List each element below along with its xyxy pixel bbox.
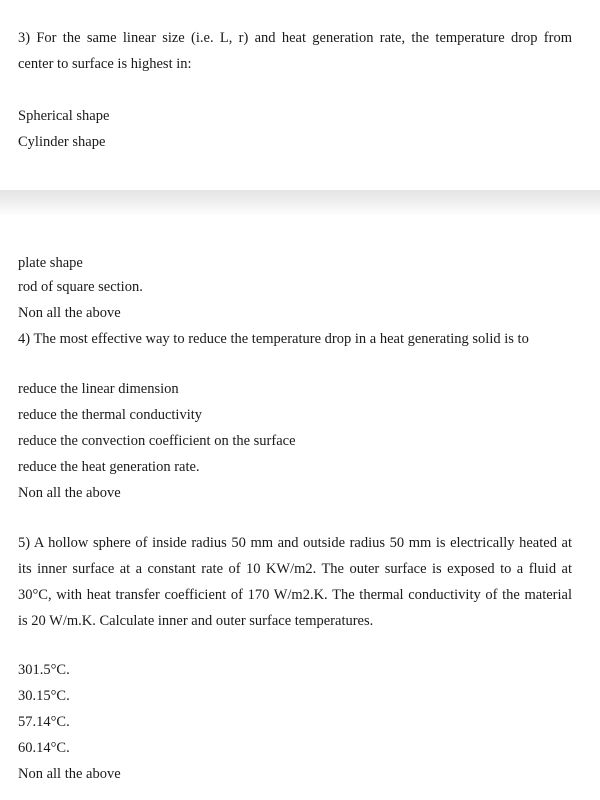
- page-top-section: [0, 0, 600, 190]
- q4-option-d[interactable]: reduce the heat generation rate.: [18, 459, 200, 475]
- q5-option-c[interactable]: 57.14°C.: [18, 714, 70, 730]
- q3-option-c[interactable]: plate shape: [18, 255, 83, 271]
- q5-option-b[interactable]: 30.15°C.: [18, 688, 70, 704]
- q4-option-a[interactable]: reduce the linear dimension: [18, 381, 179, 397]
- page-separator: [0, 190, 600, 216]
- q5-option-a[interactable]: 301.5°C.: [18, 662, 70, 678]
- q5-option-e[interactable]: Non all the above: [18, 766, 121, 782]
- q5-text-line-1: 5) A hollow sphere of inside radius 50 mm and outside radius 50 mm is electrically heated at: [18, 535, 572, 551]
- q5-text-line-2: its inner surface at a constant rate of 10 KW/m2. The outer surface is exposed to a fluid at: [18, 561, 572, 577]
- q3-option-a[interactable]: Spherical shape: [18, 108, 110, 124]
- q4-option-c[interactable]: reduce the convection coefficient on the surface: [18, 433, 296, 449]
- q4-option-e[interactable]: Non all the above: [18, 485, 121, 501]
- q3-option-d[interactable]: rod of square section.: [18, 279, 143, 295]
- q5-text-line-4: is 20 W/m.K. Calculate inner and outer surface temperatures.: [18, 613, 374, 629]
- q3-option-b[interactable]: Cylinder shape: [18, 134, 106, 150]
- q3-text-line-2: center to surface is highest in:: [18, 56, 192, 72]
- q3-text-line-1: 3) For the same linear size (i.e. L, r) and heat generation rate, the temperature drop from: [18, 30, 572, 46]
- q4-question: 4) The most effective way to reduce the temperature drop in a heat generating solid is to: [18, 331, 529, 347]
- q5-option-d[interactable]: 60.14°C.: [18, 740, 70, 756]
- q3-option-e[interactable]: Non all the above: [18, 305, 121, 321]
- q5-text-line-3: 30°C, with heat transfer coefficient of 170 W/m2.K. The thermal conductivity of the material: [18, 587, 572, 603]
- q4-option-b[interactable]: reduce the thermal conductivity: [18, 407, 202, 423]
